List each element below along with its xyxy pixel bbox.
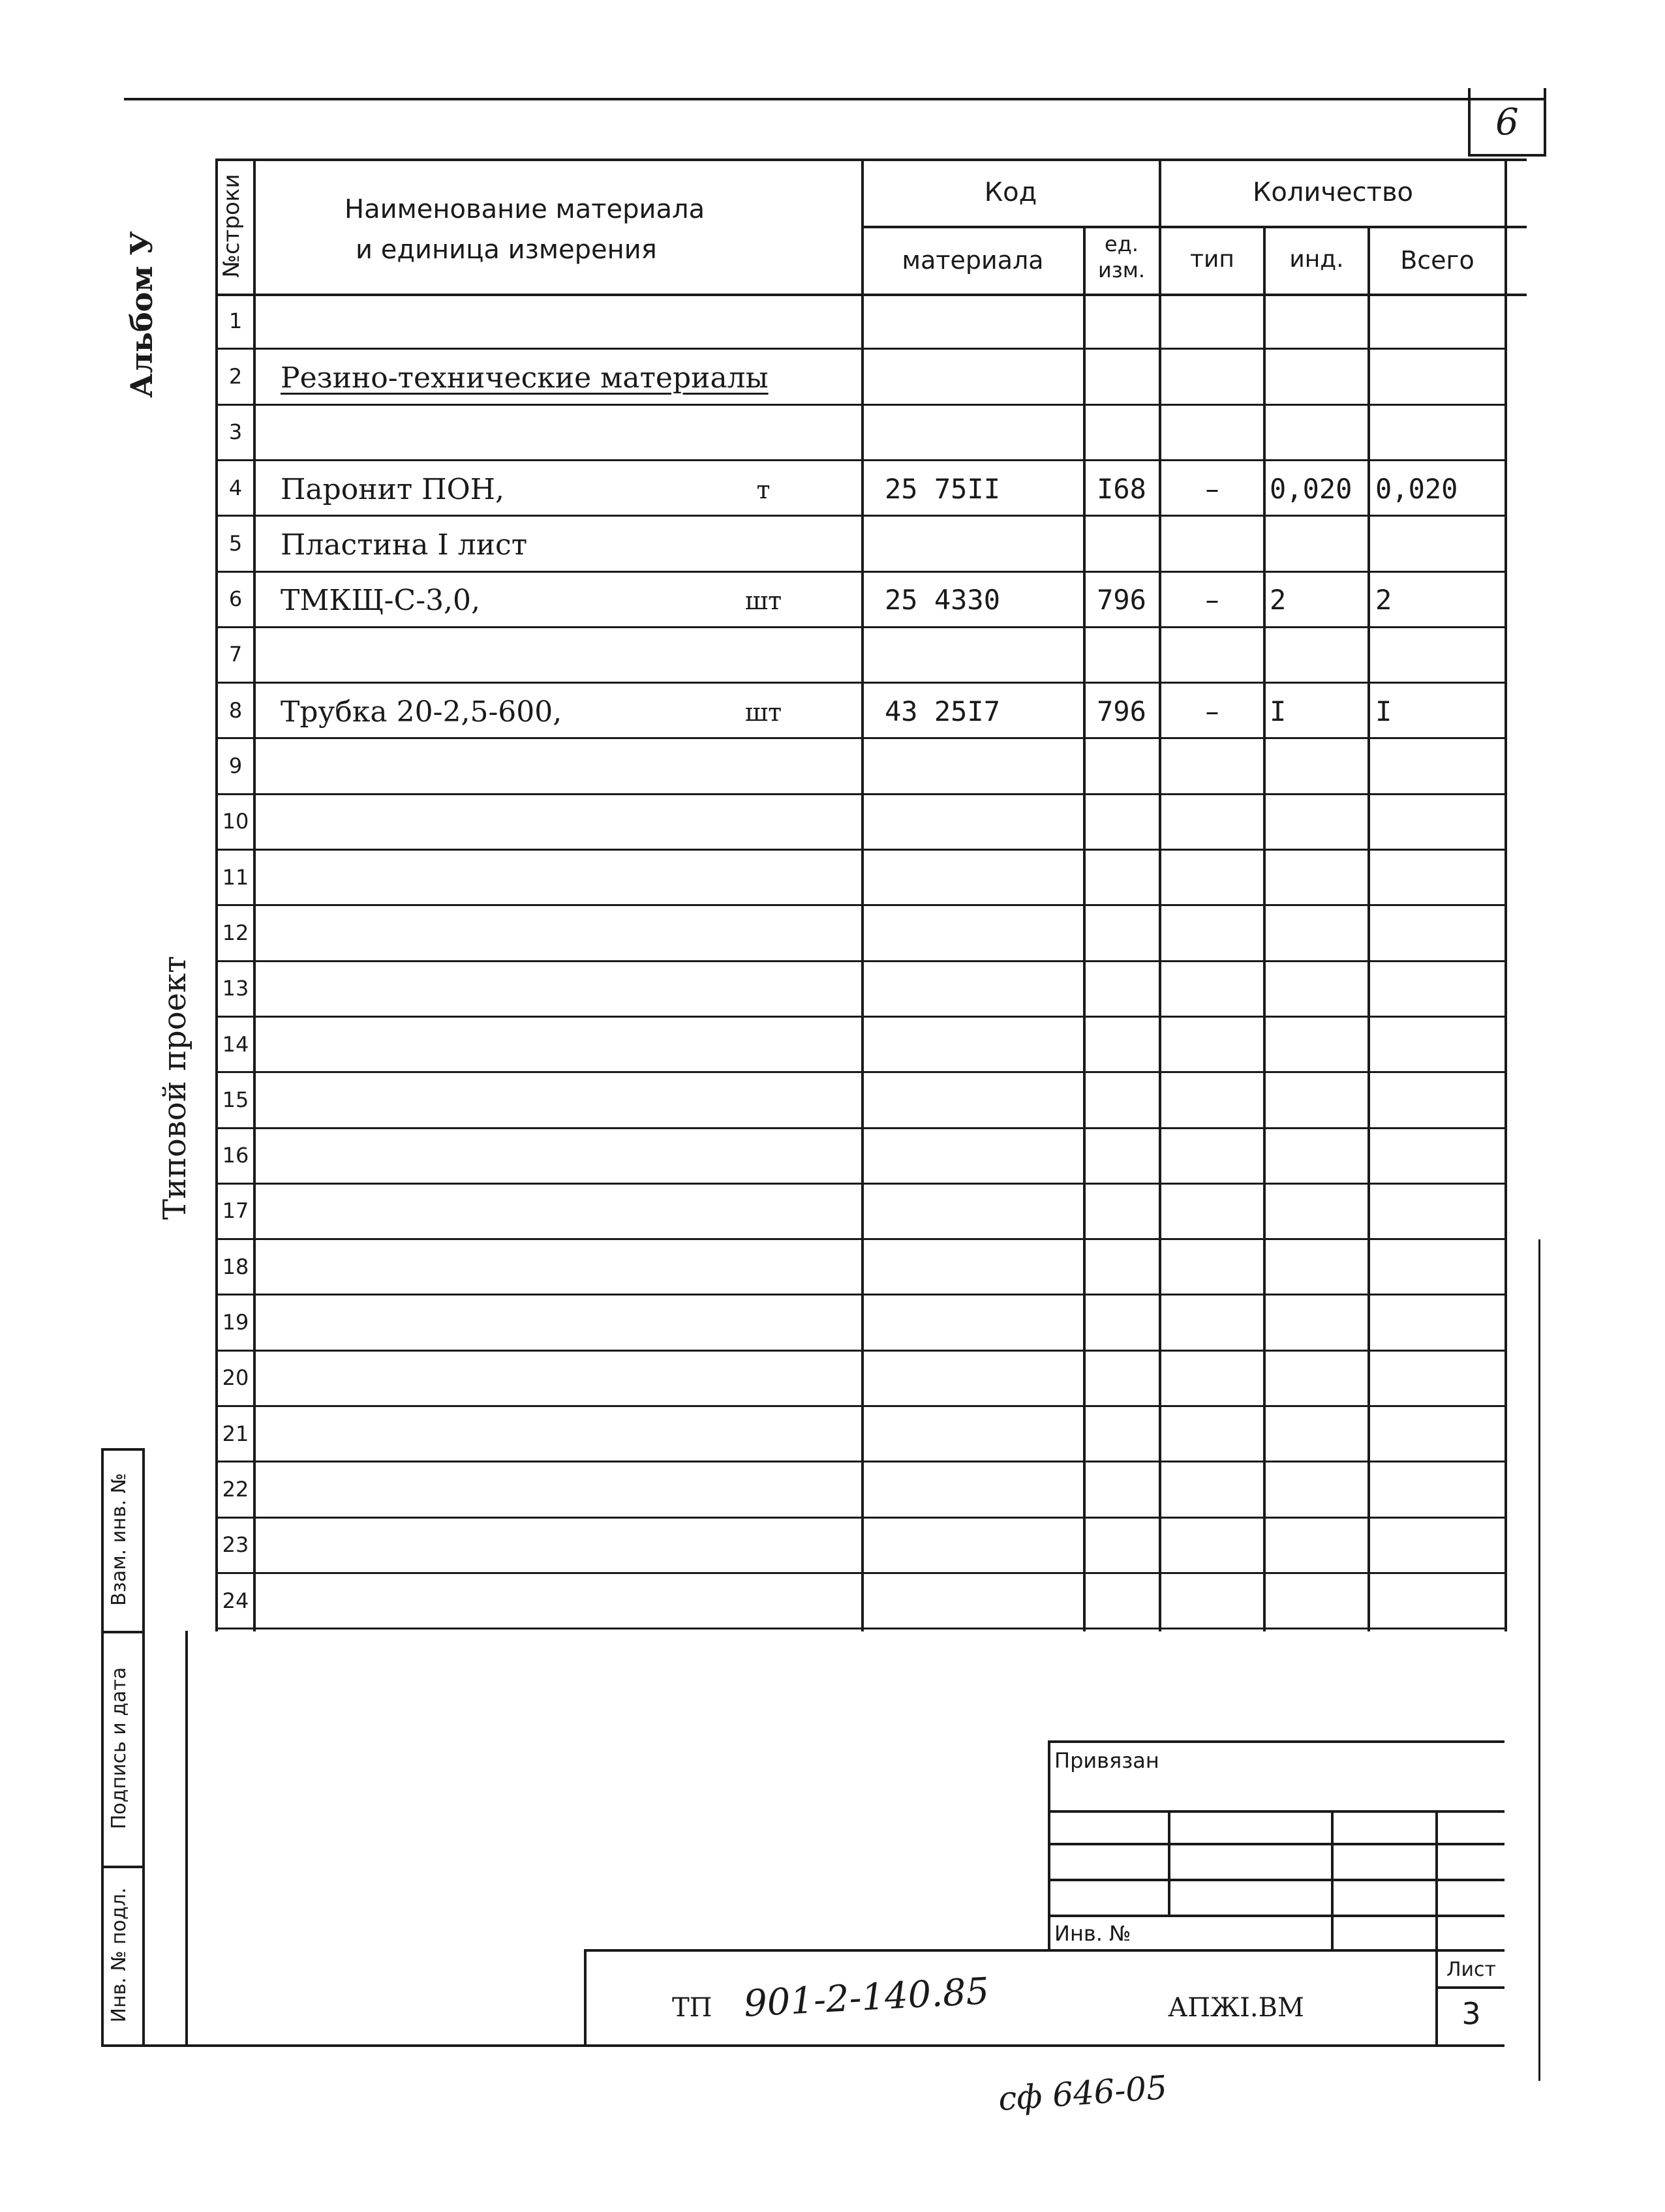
right-margin-line bbox=[1538, 1239, 1540, 2081]
table-row-line bbox=[215, 737, 1507, 739]
row-qty-ind: I bbox=[1270, 695, 1287, 727]
table-row-line bbox=[215, 1572, 1507, 1574]
row-qty-total: 0,020 bbox=[1375, 473, 1458, 505]
row-name: Пластина I лист bbox=[281, 528, 528, 562]
row-number: 9 bbox=[228, 753, 243, 778]
table-row-line bbox=[215, 1294, 1507, 1295]
table-row-line bbox=[215, 459, 1507, 461]
row-qty-total: 2 bbox=[1375, 584, 1392, 616]
privyazan-grid-v1 bbox=[1168, 1810, 1170, 1915]
header-name-line2: и единица измерения bbox=[356, 235, 657, 265]
row-number: 21 bbox=[222, 1421, 249, 1446]
table-row-line bbox=[215, 348, 1507, 350]
row-number: 15 bbox=[222, 1087, 249, 1112]
main-stamp-top bbox=[584, 1949, 1505, 1952]
col-right-line bbox=[1505, 159, 1507, 1631]
row-number: 14 bbox=[222, 1032, 249, 1057]
table-row-line bbox=[215, 682, 1507, 684]
table-row-line bbox=[215, 904, 1507, 906]
header-material: материала bbox=[902, 246, 1044, 275]
privyazan-top bbox=[1048, 1740, 1505, 1743]
row-number: 6 bbox=[228, 586, 243, 611]
header-sub-line bbox=[863, 226, 1527, 228]
table-row-line bbox=[215, 1127, 1507, 1129]
privyazan-label: Привязан bbox=[1054, 1748, 1159, 1773]
vzam-inv-label: Взам. инв. № bbox=[108, 1473, 130, 1606]
col-name-line bbox=[861, 159, 864, 1631]
row-number: 18 bbox=[222, 1254, 249, 1279]
table-row-line bbox=[215, 849, 1507, 851]
table-row-line bbox=[215, 1628, 1507, 1629]
header-quantity: Количество bbox=[1252, 177, 1413, 207]
col-type-line bbox=[1263, 226, 1266, 1631]
header-unit-line2: изм. bbox=[1097, 258, 1146, 282]
row-name: Паронит ПОН, bbox=[281, 473, 505, 506]
inv-no-label: Инв. № bbox=[1054, 1921, 1131, 1946]
row-number: 4 bbox=[228, 476, 243, 500]
row-number: 19 bbox=[222, 1310, 249, 1335]
page-number: 6 bbox=[1495, 101, 1519, 144]
doc-code: АПЖI.ВМ bbox=[1168, 1993, 1304, 2023]
table-row-line bbox=[215, 1071, 1507, 1073]
row-number: 12 bbox=[222, 920, 249, 945]
page-number-box-left bbox=[1468, 88, 1471, 157]
header-type: тип bbox=[1190, 246, 1234, 273]
table-row-line bbox=[215, 1183, 1507, 1185]
col-ind-line bbox=[1367, 226, 1370, 1631]
row-number: 24 bbox=[222, 1588, 249, 1613]
table-row-line bbox=[215, 960, 1507, 962]
project-label: Типовой проект bbox=[157, 956, 193, 1220]
header-total: Всего bbox=[1400, 246, 1474, 275]
privyazan-grid-v2 bbox=[1331, 1810, 1334, 1950]
top-border-line bbox=[124, 98, 1546, 100]
row-number: 7 bbox=[228, 642, 243, 667]
row-number: 3 bbox=[228, 419, 243, 444]
row-qty-ind: 2 bbox=[1270, 584, 1287, 616]
row-number: 17 bbox=[222, 1198, 249, 1223]
stamp-col-line-1 bbox=[101, 1448, 104, 2047]
table-row-line bbox=[215, 1461, 1507, 1462]
row-name: Трубка 20-2,5-600, bbox=[281, 695, 562, 729]
table-row-line bbox=[215, 404, 1507, 406]
row-number: 22 bbox=[222, 1477, 249, 1502]
footer-note: сф 646-05 bbox=[997, 2068, 1169, 2118]
row-unit-code: 796 bbox=[1097, 695, 1146, 727]
stamp-col-line-2 bbox=[142, 1448, 145, 2047]
sheet-label: Лист bbox=[1446, 1958, 1497, 1981]
row-number: 23 bbox=[222, 1532, 249, 1557]
row-material-code: 25 75II bbox=[885, 473, 1001, 505]
table-row-line bbox=[215, 626, 1507, 628]
row-number: 2 bbox=[228, 364, 243, 389]
header-ind: инд. bbox=[1289, 246, 1344, 273]
page-number-box-bottom bbox=[1468, 154, 1546, 157]
album-label: Альбом У bbox=[124, 231, 159, 398]
row-number: 10 bbox=[222, 809, 249, 834]
row-name: Резино-технические материалы bbox=[281, 361, 769, 395]
row-number: 13 bbox=[222, 976, 249, 1001]
col-unit-line bbox=[1159, 159, 1161, 1631]
bottom-frame-left bbox=[185, 1631, 188, 2047]
main-stamp-left bbox=[584, 1949, 587, 2047]
row-number: 11 bbox=[222, 865, 249, 890]
stamp-col-sep-1 bbox=[101, 1631, 145, 1633]
header-unit-line1: ед. bbox=[1105, 232, 1138, 256]
table-row-line bbox=[215, 1016, 1507, 1018]
row-unit-code: I68 bbox=[1097, 473, 1146, 505]
inv-podl-label: Инв. № подл. bbox=[108, 1887, 130, 2023]
row-number: 16 bbox=[222, 1143, 249, 1168]
col-left-line bbox=[215, 159, 218, 1631]
row-unit: шт bbox=[744, 586, 782, 615]
table-row-line bbox=[215, 1238, 1507, 1240]
row-number: 1 bbox=[228, 309, 243, 333]
row-unit-code: 796 bbox=[1097, 584, 1146, 616]
row-unit: шт bbox=[744, 698, 782, 727]
header-bottom-line bbox=[215, 294, 1527, 296]
privyazan-left bbox=[1048, 1740, 1050, 1952]
header-name-line1: Наименование материала bbox=[344, 194, 705, 224]
row-number: 5 bbox=[228, 531, 243, 556]
header-row-no: №строки bbox=[219, 174, 245, 278]
row-unit: т bbox=[756, 476, 771, 504]
row-number: 8 bbox=[228, 698, 243, 723]
row-qty-type: – bbox=[1205, 584, 1219, 616]
col-code-line bbox=[1083, 226, 1086, 1631]
tp-label: ТП bbox=[672, 1993, 712, 2023]
row-material-code: 43 25I7 bbox=[885, 695, 1001, 727]
table-row-line bbox=[215, 1517, 1507, 1519]
right-outer-line bbox=[1544, 88, 1546, 157]
doc-number: 901-2-140.85 bbox=[742, 1970, 990, 2025]
row-qty-type: – bbox=[1205, 695, 1219, 727]
bottom-frame-bottom bbox=[185, 2044, 1505, 2047]
table-row-line bbox=[215, 793, 1507, 795]
row-material-code: 25 4330 bbox=[885, 584, 1001, 616]
sheet-number: 3 bbox=[1461, 1996, 1481, 2031]
row-number: 20 bbox=[222, 1365, 249, 1390]
row-name: ТМКЩ-С-3,0, bbox=[281, 584, 481, 617]
header-code: Код bbox=[984, 177, 1037, 207]
row-qty-type: – bbox=[1205, 473, 1219, 505]
table-row-line bbox=[215, 1350, 1507, 1352]
table-row-line bbox=[215, 571, 1507, 573]
table-top-line bbox=[215, 159, 1527, 161]
privyazan-grid-v3 bbox=[1435, 1810, 1438, 1950]
table-row-line bbox=[215, 515, 1507, 517]
row-qty-total: I bbox=[1375, 695, 1392, 727]
signature-date-label: Подпись и дата bbox=[108, 1667, 130, 1830]
table-row-line bbox=[215, 1405, 1507, 1407]
col-rownum-line bbox=[253, 159, 256, 1631]
row-qty-ind: 0,020 bbox=[1270, 473, 1352, 505]
sheet-box-sep bbox=[1435, 1986, 1505, 1989]
